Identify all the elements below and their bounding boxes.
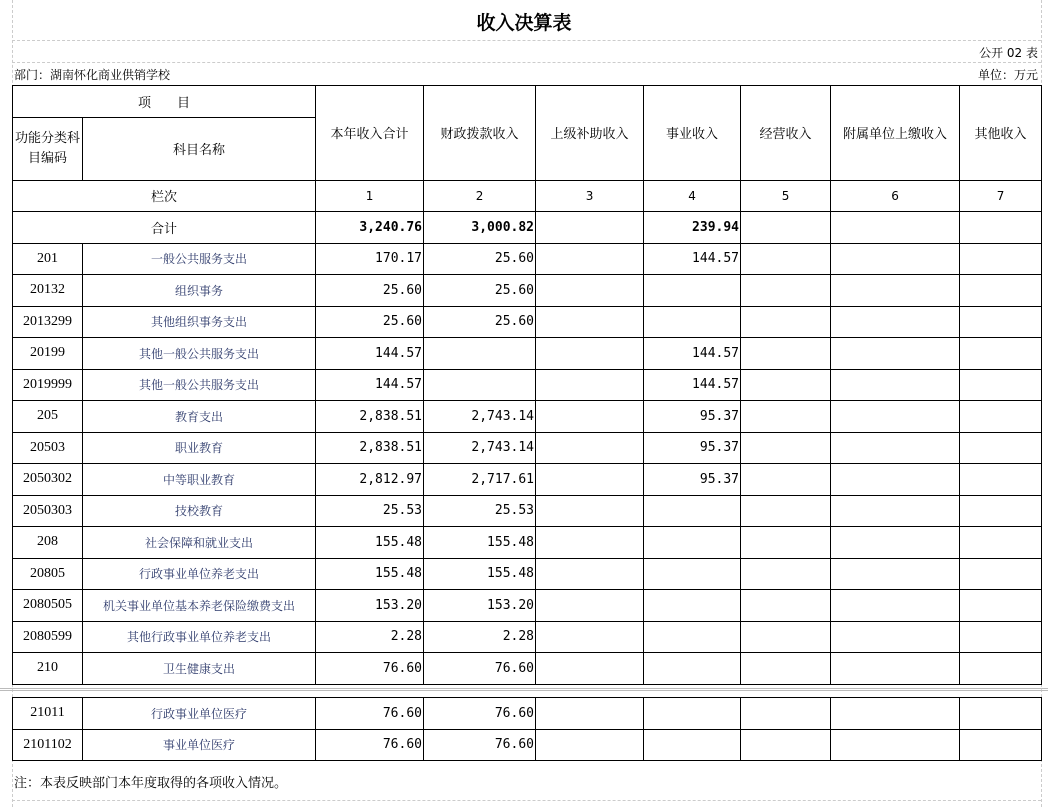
row-value [741, 495, 831, 527]
row-code: 2050302 [13, 464, 83, 496]
row-value: 155.48 [316, 558, 424, 590]
row-name: 职业教育 [83, 432, 316, 464]
row-value: 25.60 [424, 306, 536, 338]
page-break [0, 688, 1048, 691]
row-value: 2.28 [424, 621, 536, 653]
row-value [644, 653, 741, 685]
row-name: 其他组织事务支出 [83, 306, 316, 338]
row-name: 社会保障和就业支出 [83, 527, 316, 559]
gridline [12, 40, 1041, 41]
row-value: 25.53 [424, 495, 536, 527]
row-value: 25.60 [316, 275, 424, 307]
total-value [831, 212, 960, 244]
row-value [960, 338, 1042, 370]
row-value [536, 306, 644, 338]
row-value [831, 306, 960, 338]
row-code: 2013299 [13, 306, 83, 338]
row-value [960, 558, 1042, 590]
row-value [831, 401, 960, 433]
row-value [831, 729, 960, 761]
row-value [536, 369, 644, 401]
row-code: 20132 [13, 275, 83, 307]
row-value: 153.20 [316, 590, 424, 622]
header-col: 其他收入 [960, 86, 1042, 181]
row-name: 事业单位医疗 [83, 729, 316, 761]
row-value [741, 369, 831, 401]
row-value: 2,743.14 [424, 432, 536, 464]
row-code: 205 [13, 401, 83, 433]
row-code: 2080505 [13, 590, 83, 622]
table-row [13, 432, 1042, 464]
header-col: 上级补助收入 [536, 86, 644, 181]
table-row [13, 306, 1042, 338]
row-value [741, 464, 831, 496]
row-code: 20503 [13, 432, 83, 464]
header-code: 功能分类科目编码 [13, 117, 83, 180]
header-col: 本年收入合计 [316, 86, 424, 181]
row-value [831, 698, 960, 730]
row-value: 2,717.61 [424, 464, 536, 496]
row-value [644, 698, 741, 730]
row-value [960, 495, 1042, 527]
row-code: 201 [13, 243, 83, 275]
total-value: 239.94 [644, 212, 741, 244]
row-value [424, 369, 536, 401]
row-value [536, 495, 644, 527]
column-index: 3 [536, 180, 644, 212]
table-row [13, 558, 1042, 590]
table-row [13, 527, 1042, 559]
total-value [536, 212, 644, 244]
row-value [960, 729, 1042, 761]
row-value [536, 243, 644, 275]
row-name: 中等职业教育 [83, 464, 316, 496]
header-col: 附属单位上缴收入 [831, 86, 960, 181]
page-title: 收入决算表 [476, 12, 572, 34]
row-value [536, 338, 644, 370]
row-code: 208 [13, 527, 83, 559]
row-value: 2.28 [316, 621, 424, 653]
row-value: 2,838.51 [316, 401, 424, 433]
table-row [13, 369, 1042, 401]
table-row [13, 621, 1042, 653]
header-name: 科目名称 [83, 117, 316, 180]
row-value [644, 306, 741, 338]
row-value [741, 653, 831, 685]
row-value: 144.57 [644, 243, 741, 275]
row-value: 76.60 [424, 653, 536, 685]
row-value: 95.37 [644, 432, 741, 464]
row-value [741, 401, 831, 433]
table-row [13, 464, 1042, 496]
row-value: 144.57 [644, 338, 741, 370]
row-value [741, 338, 831, 370]
row-value: 153.20 [424, 590, 536, 622]
row-value [960, 653, 1042, 685]
row-value [831, 590, 960, 622]
row-value: 95.37 [644, 464, 741, 496]
row-name: 教育支出 [83, 401, 316, 433]
row-value [960, 275, 1042, 307]
row-value [536, 464, 644, 496]
table-row [13, 338, 1042, 370]
row-name: 一般公共服务支出 [83, 243, 316, 275]
row-value: 2,743.14 [424, 401, 536, 433]
row-value [741, 243, 831, 275]
row-value [741, 527, 831, 559]
row-name: 其他一般公共服务支出 [83, 369, 316, 401]
row-value [536, 275, 644, 307]
row-value [831, 464, 960, 496]
total-label: 合计 [13, 212, 316, 244]
row-value [536, 621, 644, 653]
row-value: 76.60 [316, 653, 424, 685]
row-name: 其他一般公共服务支出 [83, 338, 316, 370]
row-value [741, 306, 831, 338]
table-row [13, 698, 1042, 730]
footnote: 注：本表反映部门本年度取得的各项收入情况。 [14, 776, 288, 791]
row-value [960, 243, 1042, 275]
row-value: 76.60 [316, 729, 424, 761]
row-value [831, 432, 960, 464]
row-value: 155.48 [424, 527, 536, 559]
row-name: 技校教育 [83, 495, 316, 527]
row-value [831, 369, 960, 401]
row-value [644, 495, 741, 527]
row-value [960, 590, 1042, 622]
row-value [831, 527, 960, 559]
row-value [536, 698, 644, 730]
row-value [831, 558, 960, 590]
row-value: 155.48 [424, 558, 536, 590]
row-value [741, 621, 831, 653]
table-row [13, 275, 1042, 307]
row-code: 2019999 [13, 369, 83, 401]
row-code: 2050303 [13, 495, 83, 527]
table-number: 公开 02 表 [979, 46, 1038, 60]
department-label: 部门：湖南怀化商业供销学校 [14, 68, 171, 82]
row-value [741, 590, 831, 622]
row-name: 卫生健康支出 [83, 653, 316, 685]
column-index: 6 [831, 180, 960, 212]
row-value [741, 698, 831, 730]
row-value [536, 527, 644, 559]
row-name: 其他行政事业单位养老支出 [83, 621, 316, 653]
row-value [960, 432, 1042, 464]
row-value: 2,838.51 [316, 432, 424, 464]
table-row [13, 243, 1042, 275]
row-value [644, 558, 741, 590]
row-value: 155.48 [316, 527, 424, 559]
row-value [536, 401, 644, 433]
total-value [960, 212, 1042, 244]
income-table-continued [12, 697, 1042, 761]
row-code: 20199 [13, 338, 83, 370]
total-row [13, 212, 1042, 244]
row-value [644, 729, 741, 761]
row-value: 144.57 [644, 369, 741, 401]
row-code: 20805 [13, 558, 83, 590]
row-value: 95.37 [644, 401, 741, 433]
row-value [644, 275, 741, 307]
row-value [831, 495, 960, 527]
row-value: 25.53 [316, 495, 424, 527]
column-index: 7 [960, 180, 1042, 212]
table-row [13, 653, 1042, 685]
table-row [13, 495, 1042, 527]
row-value: 25.60 [424, 275, 536, 307]
row-value [536, 558, 644, 590]
row-value: 25.60 [316, 306, 424, 338]
row-value [644, 590, 741, 622]
row-code: 2080599 [13, 621, 83, 653]
row-value [741, 432, 831, 464]
row-value [831, 275, 960, 307]
row-value: 2,812.97 [316, 464, 424, 496]
header-col: 经营收入 [741, 86, 831, 181]
row-value [644, 527, 741, 559]
row-name: 组织事务 [83, 275, 316, 307]
income-table [12, 85, 1042, 685]
row-code: 210 [13, 653, 83, 685]
row-value: 76.60 [424, 698, 536, 730]
row-value [424, 338, 536, 370]
header-col: 事业收入 [644, 86, 741, 181]
table-row [13, 729, 1042, 761]
row-value [536, 729, 644, 761]
row-value: 76.60 [424, 729, 536, 761]
row-value [960, 527, 1042, 559]
column-index-label: 栏次 [13, 180, 316, 212]
header-col: 财政拨款收入 [424, 86, 536, 181]
row-value [960, 306, 1042, 338]
row-value: 144.57 [316, 369, 424, 401]
row-value [644, 621, 741, 653]
row-name: 行政事业单位养老支出 [83, 558, 316, 590]
total-value [741, 212, 831, 244]
gridline [12, 800, 1041, 801]
row-value [831, 243, 960, 275]
row-value [536, 432, 644, 464]
total-value: 3,000.82 [424, 212, 536, 244]
row-value [831, 621, 960, 653]
row-value: 170.17 [316, 243, 424, 275]
row-value [741, 558, 831, 590]
row-value [960, 621, 1042, 653]
row-value: 25.60 [424, 243, 536, 275]
row-value [741, 275, 831, 307]
row-value [536, 590, 644, 622]
table-row [13, 590, 1042, 622]
row-value [741, 729, 831, 761]
row-name: 机关事业单位基本养老保险缴费支出 [83, 590, 316, 622]
row-value [831, 338, 960, 370]
table-row [13, 401, 1042, 433]
gridline [12, 62, 1041, 63]
row-value [960, 698, 1042, 730]
row-code: 21011 [13, 698, 83, 730]
row-code: 2101102 [13, 729, 83, 761]
header-item: 项 目 [13, 86, 316, 118]
row-value [960, 401, 1042, 433]
column-index: 1 [316, 180, 424, 212]
total-value: 3,240.76 [316, 212, 424, 244]
row-value: 144.57 [316, 338, 424, 370]
column-index: 5 [741, 180, 831, 212]
column-index: 4 [644, 180, 741, 212]
unit-label: 单位：万元 [977, 68, 1038, 82]
row-value [960, 369, 1042, 401]
row-value [831, 653, 960, 685]
row-name: 行政事业单位医疗 [83, 698, 316, 730]
row-value [536, 653, 644, 685]
row-value: 76.60 [316, 698, 424, 730]
column-index: 2 [424, 180, 536, 212]
row-value [960, 464, 1042, 496]
